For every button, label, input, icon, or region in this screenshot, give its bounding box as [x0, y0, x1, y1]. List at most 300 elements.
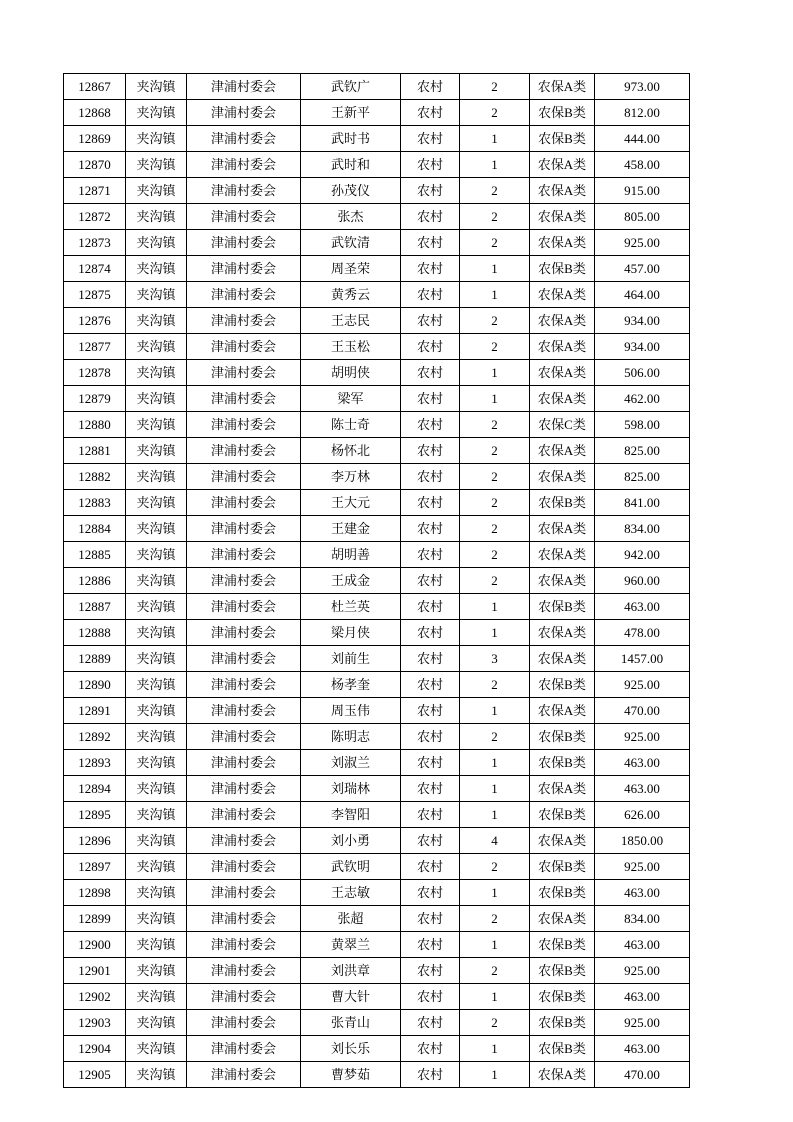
cell-town: 夹沟镇 — [126, 230, 187, 256]
cell-count: 2 — [460, 464, 530, 490]
cell-residence-type: 农村 — [401, 386, 460, 412]
cell-count: 2 — [460, 542, 530, 568]
cell-town: 夹沟镇 — [126, 542, 187, 568]
cell-person-name: 王大元 — [301, 490, 401, 516]
cell-amount: 464.00 — [595, 282, 690, 308]
cell-village-committee: 津浦村委会 — [187, 360, 301, 386]
cell-person-name: 胡明善 — [301, 542, 401, 568]
cell-person-name: 周玉伟 — [301, 698, 401, 724]
table-row — [64, 256, 690, 282]
cell-town: 夹沟镇 — [126, 152, 187, 178]
cell-residence-type: 农村 — [401, 724, 460, 750]
cell-residence-type: 农村 — [401, 750, 460, 776]
cell-residence-type: 农村 — [401, 854, 460, 880]
cell-person-name: 黄秀云 — [301, 282, 401, 308]
cell-insurance-class: 农保A类 — [530, 360, 595, 386]
cell-town: 夹沟镇 — [126, 386, 187, 412]
cell-residence-type: 农村 — [401, 1062, 460, 1088]
cell-count: 3 — [460, 646, 530, 672]
cell-id: 12900 — [64, 932, 126, 958]
cell-town: 夹沟镇 — [126, 906, 187, 932]
table-row — [64, 698, 690, 724]
cell-town: 夹沟镇 — [126, 594, 187, 620]
cell-amount: 942.00 — [595, 542, 690, 568]
cell-village-committee: 津浦村委会 — [187, 958, 301, 984]
cell-village-committee: 津浦村委会 — [187, 646, 301, 672]
cell-person-name: 刘长乐 — [301, 1036, 401, 1062]
cell-amount: 925.00 — [595, 958, 690, 984]
cell-amount: 960.00 — [595, 568, 690, 594]
cell-count: 1 — [460, 776, 530, 802]
cell-count: 1 — [460, 386, 530, 412]
cell-insurance-class: 农保A类 — [530, 230, 595, 256]
table-row — [64, 178, 690, 204]
cell-person-name: 杨怀北 — [301, 438, 401, 464]
cell-residence-type: 农村 — [401, 698, 460, 724]
cell-village-committee: 津浦村委会 — [187, 230, 301, 256]
cell-village-committee: 津浦村委会 — [187, 984, 301, 1010]
cell-count: 2 — [460, 308, 530, 334]
cell-town: 夹沟镇 — [126, 568, 187, 594]
cell-id: 12871 — [64, 178, 126, 204]
cell-insurance-class: 农保A类 — [530, 308, 595, 334]
cell-person-name: 陈明志 — [301, 724, 401, 750]
table-row — [64, 360, 690, 386]
cell-person-name: 武钦广 — [301, 74, 401, 100]
cell-id: 12877 — [64, 334, 126, 360]
cell-id: 12880 — [64, 412, 126, 438]
cell-town: 夹沟镇 — [126, 958, 187, 984]
cell-amount: 444.00 — [595, 126, 690, 152]
cell-town: 夹沟镇 — [126, 412, 187, 438]
table-row — [64, 230, 690, 256]
table-row — [64, 74, 690, 100]
cell-village-committee: 津浦村委会 — [187, 438, 301, 464]
cell-count: 1 — [460, 1062, 530, 1088]
cell-count: 1 — [460, 698, 530, 724]
table-row — [64, 620, 690, 646]
cell-insurance-class: 农保A类 — [530, 386, 595, 412]
cell-town: 夹沟镇 — [126, 1062, 187, 1088]
cell-residence-type: 农村 — [401, 958, 460, 984]
cell-town: 夹沟镇 — [126, 1010, 187, 1036]
cell-residence-type: 农村 — [401, 308, 460, 334]
cell-insurance-class: 农保C类 — [530, 412, 595, 438]
cell-residence-type: 农村 — [401, 100, 460, 126]
cell-count: 1 — [460, 932, 530, 958]
table-row — [64, 854, 690, 880]
cell-residence-type: 农村 — [401, 594, 460, 620]
cell-count: 1 — [460, 152, 530, 178]
cell-village-committee: 津浦村委会 — [187, 204, 301, 230]
cell-town: 夹沟镇 — [126, 750, 187, 776]
cell-person-name: 张超 — [301, 906, 401, 932]
cell-amount: 457.00 — [595, 256, 690, 282]
cell-amount: 925.00 — [595, 1010, 690, 1036]
cell-id: 12897 — [64, 854, 126, 880]
table-row — [64, 126, 690, 152]
cell-count: 1 — [460, 984, 530, 1010]
cell-village-committee: 津浦村委会 — [187, 74, 301, 100]
cell-id: 12901 — [64, 958, 126, 984]
cell-insurance-class: 农保A类 — [530, 1062, 595, 1088]
cell-id: 12904 — [64, 1036, 126, 1062]
cell-residence-type: 农村 — [401, 620, 460, 646]
cell-id: 12879 — [64, 386, 126, 412]
cell-amount: 934.00 — [595, 308, 690, 334]
cell-count: 1 — [460, 256, 530, 282]
cell-insurance-class: 农保A类 — [530, 438, 595, 464]
cell-id: 12882 — [64, 464, 126, 490]
cell-insurance-class: 农保A类 — [530, 828, 595, 854]
table-row — [64, 282, 690, 308]
cell-insurance-class: 农保B类 — [530, 126, 595, 152]
cell-town: 夹沟镇 — [126, 334, 187, 360]
cell-insurance-class: 农保B类 — [530, 984, 595, 1010]
cell-village-committee: 津浦村委会 — [187, 100, 301, 126]
cell-count: 2 — [460, 438, 530, 464]
cell-amount: 925.00 — [595, 724, 690, 750]
cell-person-name: 杨孝奎 — [301, 672, 401, 698]
table-row — [64, 152, 690, 178]
cell-amount: 463.00 — [595, 1036, 690, 1062]
cell-village-committee: 津浦村委会 — [187, 828, 301, 854]
cell-id: 12893 — [64, 750, 126, 776]
cell-id: 12870 — [64, 152, 126, 178]
cell-town: 夹沟镇 — [126, 464, 187, 490]
cell-amount: 462.00 — [595, 386, 690, 412]
cell-id: 12896 — [64, 828, 126, 854]
cell-residence-type: 农村 — [401, 1010, 460, 1036]
cell-count: 1 — [460, 594, 530, 620]
cell-village-committee: 津浦村委会 — [187, 750, 301, 776]
cell-id: 12883 — [64, 490, 126, 516]
table-row — [64, 1010, 690, 1036]
cell-village-committee: 津浦村委会 — [187, 672, 301, 698]
table-row — [64, 984, 690, 1010]
table-row — [64, 516, 690, 542]
table-body — [64, 74, 690, 1088]
cell-residence-type: 农村 — [401, 516, 460, 542]
cell-id: 12890 — [64, 672, 126, 698]
table-row — [64, 958, 690, 984]
cell-count: 1 — [460, 1036, 530, 1062]
cell-insurance-class: 农保B类 — [530, 880, 595, 906]
cell-residence-type: 农村 — [401, 438, 460, 464]
cell-residence-type: 农村 — [401, 490, 460, 516]
table-row — [64, 334, 690, 360]
cell-insurance-class: 农保B类 — [530, 854, 595, 880]
cell-person-name: 武时和 — [301, 152, 401, 178]
cell-residence-type: 农村 — [401, 230, 460, 256]
cell-residence-type: 农村 — [401, 568, 460, 594]
cell-insurance-class: 农保B类 — [530, 1036, 595, 1062]
cell-village-committee: 津浦村委会 — [187, 1036, 301, 1062]
cell-town: 夹沟镇 — [126, 854, 187, 880]
cell-residence-type: 农村 — [401, 828, 460, 854]
cell-id: 12873 — [64, 230, 126, 256]
cell-count: 2 — [460, 230, 530, 256]
cell-town: 夹沟镇 — [126, 360, 187, 386]
cell-person-name: 王志民 — [301, 308, 401, 334]
cell-village-committee: 津浦村委会 — [187, 464, 301, 490]
cell-insurance-class: 农保A类 — [530, 516, 595, 542]
table-row — [64, 438, 690, 464]
cell-person-name: 张杰 — [301, 204, 401, 230]
cell-id: 12887 — [64, 594, 126, 620]
cell-residence-type: 农村 — [401, 932, 460, 958]
cell-id: 12889 — [64, 646, 126, 672]
cell-town: 夹沟镇 — [126, 802, 187, 828]
cell-person-name: 王成金 — [301, 568, 401, 594]
cell-amount: 598.00 — [595, 412, 690, 438]
cell-residence-type: 农村 — [401, 646, 460, 672]
cell-count: 2 — [460, 412, 530, 438]
cell-person-name: 刘淑兰 — [301, 750, 401, 776]
cell-amount: 834.00 — [595, 906, 690, 932]
cell-person-name: 曹梦茹 — [301, 1062, 401, 1088]
cell-insurance-class: 农保B类 — [530, 958, 595, 984]
cell-town: 夹沟镇 — [126, 646, 187, 672]
cell-insurance-class: 农保A类 — [530, 776, 595, 802]
cell-amount: 805.00 — [595, 204, 690, 230]
cell-amount: 626.00 — [595, 802, 690, 828]
cell-residence-type: 农村 — [401, 672, 460, 698]
cell-count: 1 — [460, 880, 530, 906]
cell-residence-type: 农村 — [401, 360, 460, 386]
cell-id: 12894 — [64, 776, 126, 802]
cell-insurance-class: 农保A类 — [530, 74, 595, 100]
cell-id: 12892 — [64, 724, 126, 750]
cell-id: 12903 — [64, 1010, 126, 1036]
cell-town: 夹沟镇 — [126, 490, 187, 516]
cell-village-committee: 津浦村委会 — [187, 516, 301, 542]
cell-town: 夹沟镇 — [126, 698, 187, 724]
table-row — [64, 776, 690, 802]
table-row — [64, 594, 690, 620]
cell-amount: 470.00 — [595, 1062, 690, 1088]
cell-count: 1 — [460, 802, 530, 828]
cell-village-committee: 津浦村委会 — [187, 776, 301, 802]
cell-count: 1 — [460, 126, 530, 152]
cell-id: 12885 — [64, 542, 126, 568]
cell-id: 12884 — [64, 516, 126, 542]
cell-town: 夹沟镇 — [126, 308, 187, 334]
table-row — [64, 464, 690, 490]
cell-person-name: 刘洪章 — [301, 958, 401, 984]
cell-person-name: 武钦清 — [301, 230, 401, 256]
cell-insurance-class: 农保A类 — [530, 646, 595, 672]
cell-village-committee: 津浦村委会 — [187, 152, 301, 178]
table-row — [64, 906, 690, 932]
table-row — [64, 568, 690, 594]
cell-count: 2 — [460, 1010, 530, 1036]
cell-town: 夹沟镇 — [126, 178, 187, 204]
cell-insurance-class: 农保B类 — [530, 490, 595, 516]
cell-town: 夹沟镇 — [126, 204, 187, 230]
cell-amount: 925.00 — [595, 854, 690, 880]
cell-amount: 1457.00 — [595, 646, 690, 672]
cell-id: 12872 — [64, 204, 126, 230]
cell-person-name: 王新平 — [301, 100, 401, 126]
cell-id: 12895 — [64, 802, 126, 828]
cell-village-committee: 津浦村委会 — [187, 854, 301, 880]
cell-residence-type: 农村 — [401, 74, 460, 100]
cell-village-committee: 津浦村委会 — [187, 1062, 301, 1088]
cell-insurance-class: 农保B类 — [530, 932, 595, 958]
cell-insurance-class: 农保B类 — [530, 594, 595, 620]
cell-insurance-class: 农保B类 — [530, 750, 595, 776]
cell-person-name: 刘小勇 — [301, 828, 401, 854]
cell-count: 2 — [460, 516, 530, 542]
cell-village-committee: 津浦村委会 — [187, 178, 301, 204]
cell-count: 2 — [460, 854, 530, 880]
cell-insurance-class: 农保B类 — [530, 802, 595, 828]
cell-count: 1 — [460, 620, 530, 646]
table-row — [64, 802, 690, 828]
cell-insurance-class: 农保A类 — [530, 698, 595, 724]
cell-residence-type: 农村 — [401, 256, 460, 282]
cell-person-name: 张青山 — [301, 1010, 401, 1036]
cell-amount: 915.00 — [595, 178, 690, 204]
cell-town: 夹沟镇 — [126, 282, 187, 308]
cell-person-name: 刘前生 — [301, 646, 401, 672]
cell-id: 12902 — [64, 984, 126, 1010]
cell-amount: 812.00 — [595, 100, 690, 126]
cell-residence-type: 农村 — [401, 880, 460, 906]
cell-insurance-class: 农保A类 — [530, 620, 595, 646]
cell-id: 12888 — [64, 620, 126, 646]
cell-residence-type: 农村 — [401, 126, 460, 152]
cell-count: 2 — [460, 568, 530, 594]
cell-residence-type: 农村 — [401, 412, 460, 438]
cell-id: 12905 — [64, 1062, 126, 1088]
table-row — [64, 204, 690, 230]
cell-amount: 463.00 — [595, 880, 690, 906]
cell-town: 夹沟镇 — [126, 126, 187, 152]
cell-person-name: 李万林 — [301, 464, 401, 490]
cell-amount: 841.00 — [595, 490, 690, 516]
cell-residence-type: 农村 — [401, 542, 460, 568]
cell-village-committee: 津浦村委会 — [187, 932, 301, 958]
cell-person-name: 王玉松 — [301, 334, 401, 360]
cell-insurance-class: 农保B类 — [530, 100, 595, 126]
cell-amount: 825.00 — [595, 438, 690, 464]
cell-amount: 463.00 — [595, 776, 690, 802]
cell-person-name: 王志敏 — [301, 880, 401, 906]
cell-count: 2 — [460, 100, 530, 126]
cell-village-committee: 津浦村委会 — [187, 490, 301, 516]
cell-person-name: 周圣荣 — [301, 256, 401, 282]
cell-insurance-class: 农保A类 — [530, 178, 595, 204]
cell-id: 12874 — [64, 256, 126, 282]
cell-person-name: 梁月侠 — [301, 620, 401, 646]
cell-amount: 463.00 — [595, 932, 690, 958]
cell-insurance-class: 农保B类 — [530, 724, 595, 750]
cell-amount: 470.00 — [595, 698, 690, 724]
cell-town: 夹沟镇 — [126, 516, 187, 542]
cell-residence-type: 农村 — [401, 178, 460, 204]
cell-residence-type: 农村 — [401, 776, 460, 802]
cell-amount: 463.00 — [595, 594, 690, 620]
cell-amount: 478.00 — [595, 620, 690, 646]
cell-village-committee: 津浦村委会 — [187, 1010, 301, 1036]
cell-amount: 834.00 — [595, 516, 690, 542]
cell-village-committee: 津浦村委会 — [187, 334, 301, 360]
cell-id: 12869 — [64, 126, 126, 152]
cell-id: 12875 — [64, 282, 126, 308]
cell-id: 12891 — [64, 698, 126, 724]
cell-residence-type: 农村 — [401, 204, 460, 230]
cell-insurance-class: 农保A类 — [530, 568, 595, 594]
cell-village-committee: 津浦村委会 — [187, 386, 301, 412]
cell-count: 2 — [460, 334, 530, 360]
cell-amount: 973.00 — [595, 74, 690, 100]
cell-id: 12886 — [64, 568, 126, 594]
cell-person-name: 孙茂仪 — [301, 178, 401, 204]
cell-person-name: 胡明侠 — [301, 360, 401, 386]
table-row — [64, 672, 690, 698]
table-row — [64, 386, 690, 412]
cell-id: 12878 — [64, 360, 126, 386]
cell-village-committee: 津浦村委会 — [187, 802, 301, 828]
cell-amount: 463.00 — [595, 750, 690, 776]
cell-person-name: 曹大针 — [301, 984, 401, 1010]
table-row — [64, 646, 690, 672]
cell-residence-type: 农村 — [401, 282, 460, 308]
cell-count: 4 — [460, 828, 530, 854]
cell-count: 2 — [460, 724, 530, 750]
cell-town: 夹沟镇 — [126, 828, 187, 854]
cell-town: 夹沟镇 — [126, 438, 187, 464]
cell-person-name: 刘瑞林 — [301, 776, 401, 802]
cell-insurance-class: 农保B类 — [530, 672, 595, 698]
cell-amount: 925.00 — [595, 230, 690, 256]
cell-town: 夹沟镇 — [126, 776, 187, 802]
data-table — [63, 73, 690, 1088]
cell-town: 夹沟镇 — [126, 880, 187, 906]
cell-town: 夹沟镇 — [126, 100, 187, 126]
cell-count: 2 — [460, 204, 530, 230]
cell-residence-type: 农村 — [401, 906, 460, 932]
cell-town: 夹沟镇 — [126, 984, 187, 1010]
cell-person-name: 武时书 — [301, 126, 401, 152]
cell-amount: 925.00 — [595, 672, 690, 698]
cell-id: 12867 — [64, 74, 126, 100]
cell-residence-type: 农村 — [401, 464, 460, 490]
cell-person-name: 王建金 — [301, 516, 401, 542]
table-row — [64, 724, 690, 750]
cell-village-committee: 津浦村委会 — [187, 256, 301, 282]
cell-count: 1 — [460, 282, 530, 308]
cell-insurance-class: 农保A类 — [530, 152, 595, 178]
cell-village-committee: 津浦村委会 — [187, 308, 301, 334]
cell-town: 夹沟镇 — [126, 932, 187, 958]
cell-person-name: 黄翠兰 — [301, 932, 401, 958]
cell-residence-type: 农村 — [401, 334, 460, 360]
table-row — [64, 880, 690, 906]
table-row — [64, 932, 690, 958]
cell-residence-type: 农村 — [401, 152, 460, 178]
cell-insurance-class: 农保A类 — [530, 334, 595, 360]
cell-village-committee: 津浦村委会 — [187, 282, 301, 308]
table-row — [64, 750, 690, 776]
cell-count: 1 — [460, 360, 530, 386]
cell-amount: 1850.00 — [595, 828, 690, 854]
cell-insurance-class: 农保B类 — [530, 1010, 595, 1036]
cell-village-committee: 津浦村委会 — [187, 568, 301, 594]
table-row — [64, 490, 690, 516]
